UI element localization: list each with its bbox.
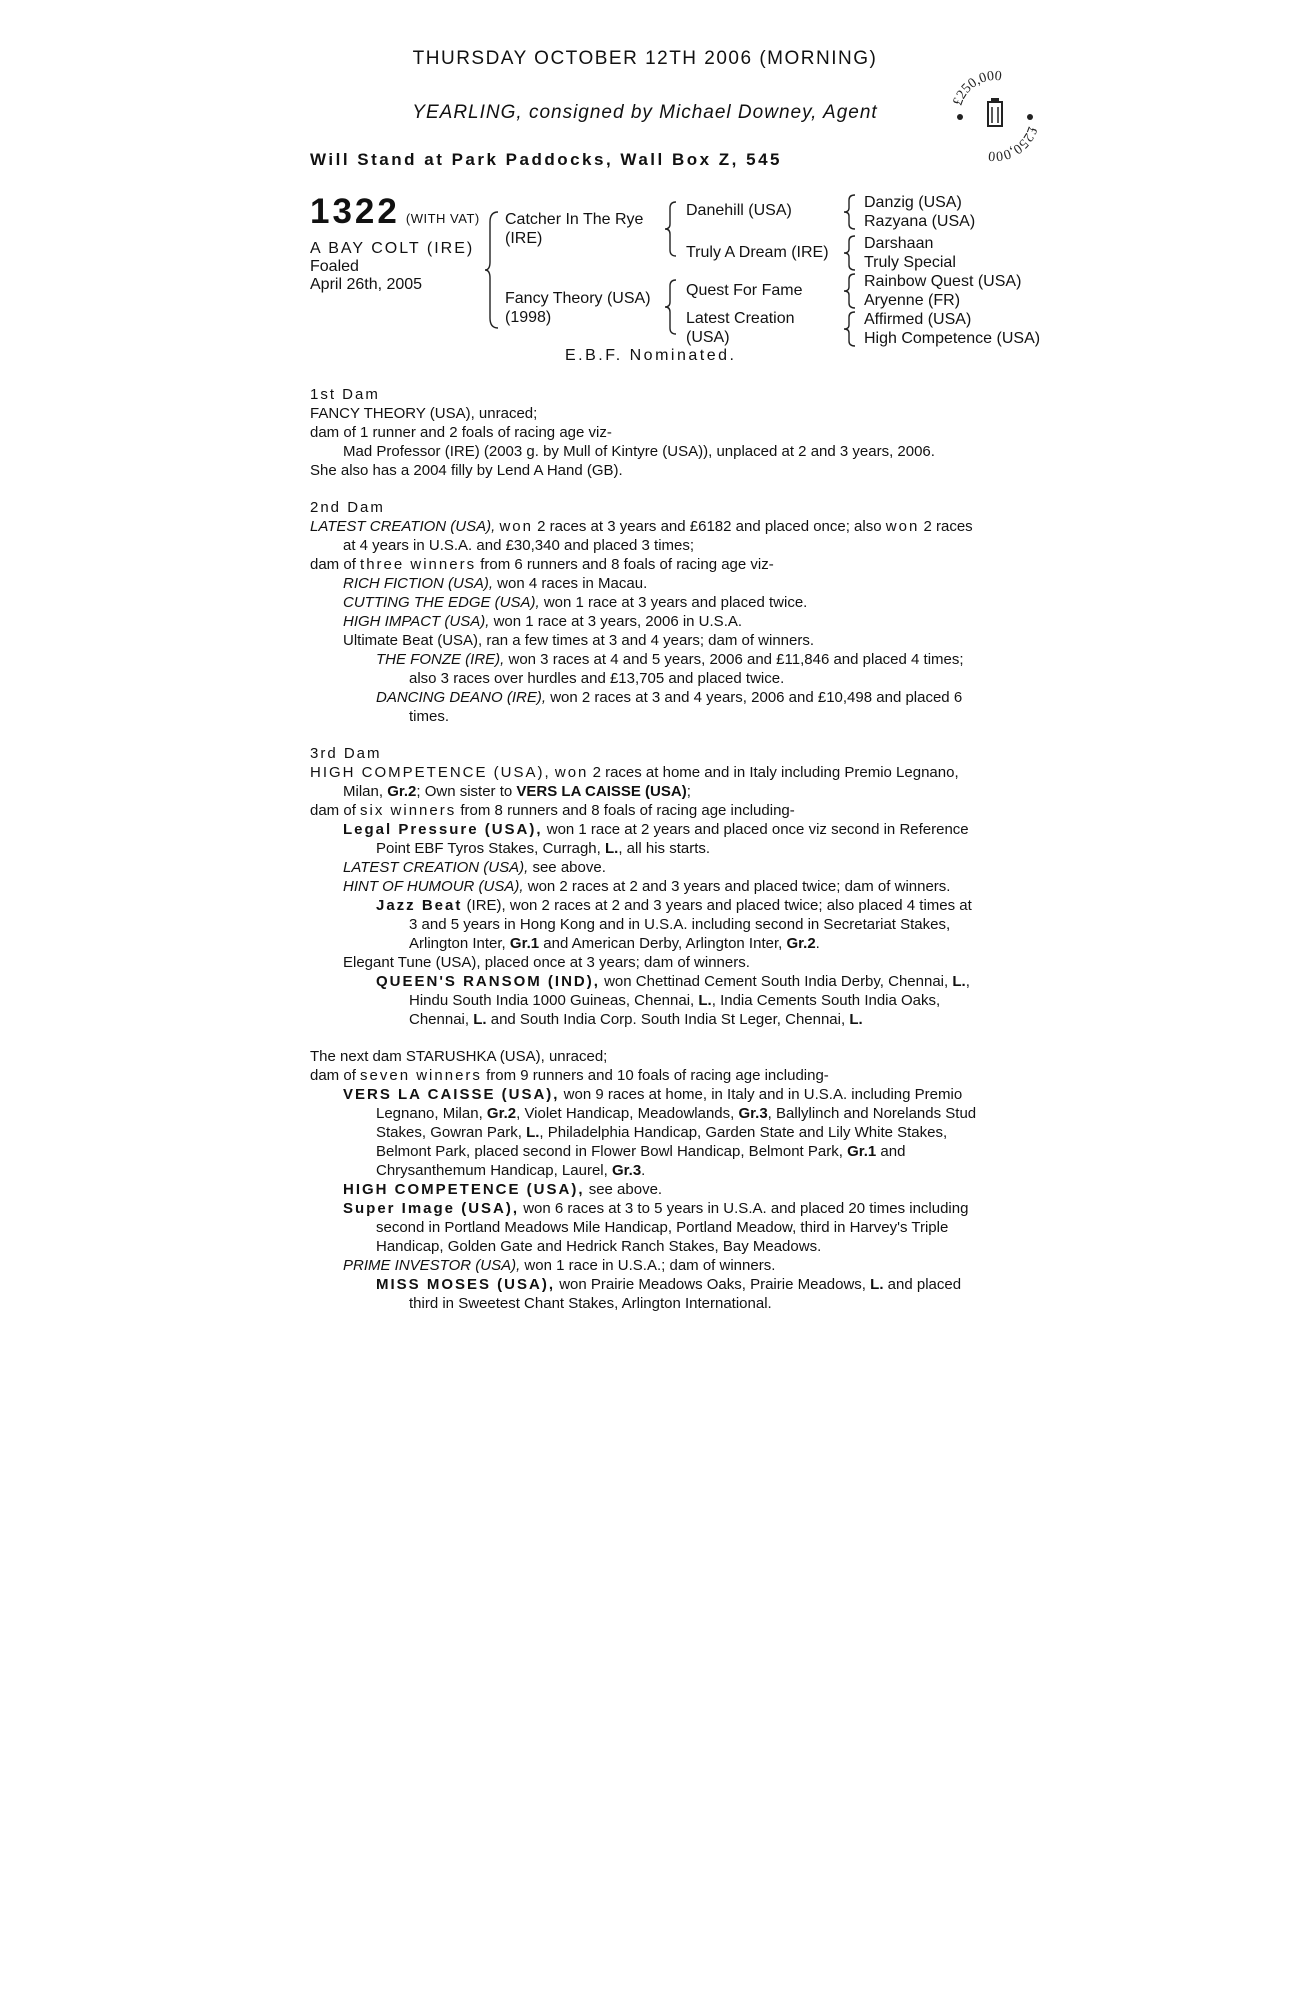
horse-record: won 1 race at 3 years, 2006 in U.S.A. [493, 613, 743, 630]
family-notes [310, 385, 980, 1313]
svg-text:£250,000: £250,000 [950, 68, 1003, 108]
punct: ; [686, 783, 691, 800]
first-dam-other-foal: She also has a 2004 filly by Lend A Hand (GB). [310, 462, 623, 479]
lot-number: 1322 [310, 192, 400, 231]
third-dam-name: HIGH COMPETENCE (USA), [310, 764, 551, 781]
stand-location: Will Stand at Park Paddocks, Wall Box Z, 545 [310, 150, 782, 169]
horse-record: won Chettinad Cement South India Derby, Chennai, [604, 973, 949, 990]
first-dam-produce-line: dam of 1 runner and 2 foals of racing age viz- [310, 424, 612, 441]
winners-count: six winners [360, 802, 457, 819]
horse-record: won 3 races at 4 and 5 years, 2006 and £11,846 and placed 4 times; also 3 races over hurdles and £13,705 and placed twice. [409, 651, 964, 687]
pedigree-dds: Affirmed (USA) [864, 311, 972, 328]
third-dam-line [310, 763, 980, 801]
punct: . [641, 1162, 646, 1179]
dam-dam-line1: Latest Creation [686, 310, 795, 327]
grade-label: Gr.2 [387, 783, 417, 800]
horse-name: DANCING DEANO (IRE), [376, 689, 547, 706]
produce-prefix: dam of [310, 556, 356, 573]
pedigree-brace-dd [843, 310, 857, 348]
horse-record-cont: and Chrysanthemum Handicap, Laurel, [376, 1143, 906, 1179]
horse-record-end: , all his starts. [618, 840, 711, 857]
second-dam-heading: 2nd Dam [310, 499, 385, 516]
dam-name-line1: Fancy Theory (USA) [505, 290, 651, 307]
won-word: won [554, 764, 589, 781]
produce-suffix: from 8 runners and 8 foals of racing age including- [460, 802, 795, 819]
horse-name: Jazz Beat [376, 897, 463, 914]
pedigree-brace-main [484, 210, 500, 330]
grade-label: Gr.1 [509, 935, 540, 952]
progeny-entry [310, 877, 980, 896]
ebf-nominated: E.B.F. Nominated. [565, 347, 737, 364]
horse-record: won 1 race at 3 years and placed twice. [543, 594, 808, 611]
horse-record: see above. [532, 859, 606, 876]
listed-label: L. [849, 1011, 863, 1028]
grand-progeny-entry [310, 1275, 980, 1313]
produce-prefix: dam of [310, 1067, 356, 1084]
dam-name-line2: (1998) [505, 309, 552, 326]
produce-suffix: from 9 runners and 10 foals of racing age including- [486, 1067, 829, 1084]
horse-name: QUEEN'S RANSOM (IND), [376, 973, 600, 990]
pedigree-brace-dam [664, 278, 678, 336]
foaled-date: April 26th, 2005 [310, 276, 423, 293]
horse-name: RICH FICTION (USA), [343, 575, 493, 592]
consignment-line: YEARLING, consigned by Michael Downey, Agent [412, 102, 878, 123]
progeny-entry [310, 1180, 980, 1199]
grand-progeny-entry [310, 650, 980, 688]
first-dam-foal: Mad Professor (IRE) (2003 g. by Mull of Kintyre (USA)), unplaced at 2 and 3 years, 2006. [343, 443, 935, 460]
winners-count: seven winners [360, 1067, 482, 1084]
pedigree-sdd: Truly Special [864, 254, 956, 271]
listed-label: L. [473, 1011, 487, 1028]
won-word: won [499, 518, 533, 535]
price-stamp-seal-icon [950, 65, 1040, 165]
horse-record-cont: , Philadelphia Handicap, Garden State and Lily White Stakes, Belmont Park, placed second in Flower Bowl Handicap, Belmont Park, [376, 1124, 948, 1160]
progeny-entry [310, 1256, 980, 1275]
horse-name: THE FONZE (IRE), [376, 651, 505, 668]
horse-record-end: and placed third in Sweetest Chant Stakes, Arlington International. [409, 1276, 962, 1312]
second-dam-produce-line [310, 555, 980, 574]
horse-record: won 1 race in U.S.A.; dam of winners. [524, 1257, 776, 1274]
horse-record: won 1 race at 2 years and placed once viz second in Reference Point EBF Tyros Stakes, Curragh, [376, 821, 969, 857]
grade-label: Gr.2 [786, 935, 816, 952]
third-dam-record-cont: ; Own sister to [416, 783, 513, 800]
produce-prefix: dam of [310, 802, 356, 819]
progeny-entry: Elegant Tune (USA), placed once at 3 years; dam of winners. [343, 954, 750, 971]
horse-record: see above. [588, 1181, 663, 1198]
horse-record-cont: , Hindu South India 1000 Guineas, Chennai, [409, 973, 970, 1009]
grade-label: Gr.1 [847, 1143, 877, 1160]
listed-label: L. [698, 992, 712, 1009]
pedigree-sire-dam: Truly A Dream (IRE) [686, 244, 829, 261]
sire-name-line2: (IRE) [505, 230, 543, 247]
progeny-entry [310, 820, 980, 858]
grade-label: Gr.3 [738, 1105, 768, 1122]
horse-record: won 6 races at 3 to 5 years in U.S.A. and placed 20 times including second in Portland Meadows Mile Handicap, Portland Meadow, third in Harvey's Triple Handicap, Golden Gate and Hedrick Ranch Stakes, Bay Meadows. [376, 1200, 969, 1255]
sale-date-heading: THURSDAY OCTOBER 12TH 2006 (MORNING) [412, 48, 878, 69]
second-dam-record-usa: 2 races at 4 years in U.S.A. and £30,340 and placed 3 times; [343, 518, 973, 554]
grand-progeny-entry [310, 972, 980, 1029]
pedigree-brace-ss [843, 193, 857, 231]
progeny-entry [310, 612, 980, 631]
horse-record-cont: and American Derby, Arlington Inter, [543, 935, 783, 952]
horse-name: Super Image (USA), [343, 1200, 520, 1217]
progeny-entry [310, 574, 980, 593]
horse-record: won Prairie Meadows Oaks, Prairie Meadows, [559, 1276, 866, 1293]
second-dam-name: LATEST CREATION (USA), [310, 518, 496, 535]
pedigree-ssd: Razyana (USA) [864, 213, 976, 230]
second-dam-line [310, 517, 980, 555]
sister-name: VERS LA CAISSE (USA) [516, 783, 687, 800]
listed-label: L. [870, 1276, 884, 1293]
lot-name: A BAY COLT (IRE) [310, 240, 475, 257]
grand-progeny-entry [310, 688, 980, 726]
grade-label: Gr.3 [611, 1162, 642, 1179]
horse-record-cont: , Ballylinch and Norelands Stud Stakes, Gowran Park, [376, 1105, 977, 1141]
sire-name-line1: Catcher In The Rye [505, 211, 644, 228]
horse-record-cont: , India Cements South India Oaks, Chennai, [409, 992, 941, 1028]
pedigree-sds: Darshaan [864, 235, 934, 252]
horse-name: MISS MOSES (USA), [376, 1276, 556, 1293]
foaled-label: Foaled [310, 258, 359, 275]
first-dam-line: FANCY THEORY (USA), unraced; [310, 405, 538, 422]
won-word: won [885, 518, 920, 535]
pedigree-ddd: High Competence (USA) [864, 330, 1041, 347]
lot-number-line [310, 192, 490, 232]
produce-suffix: from 6 runners and 8 foals of racing age viz- [480, 556, 774, 573]
pedigree-brace-sd [843, 234, 857, 272]
grade-label: Gr.2 [486, 1105, 517, 1122]
winners-count: three winners [360, 556, 477, 573]
horse-name: HINT OF HUMOUR (USA), [343, 878, 524, 895]
horse-name: Legal Pressure (USA), [343, 821, 543, 838]
horse-name: HIGH COMPETENCE (USA), [343, 1181, 585, 1198]
pedigree-brace-sire [664, 200, 678, 258]
lot-vat: (WITH VAT) [405, 211, 480, 227]
dam-dam-line2: (USA) [686, 329, 730, 346]
pedigree-dam-dam [686, 309, 795, 347]
pedigree-sire-sire: Danehill (USA) [686, 202, 792, 219]
next-dam-line: The next dam STARUSHKA (USA), unraced; [310, 1048, 608, 1065]
horse-record: won 2 races at 2 and 3 years and placed twice; dam of winners. [527, 878, 951, 895]
horse-name: HIGH IMPACT (USA), [343, 613, 490, 630]
progeny-entry: Ultimate Beat (USA), ran a few times at 3 and 4 years; dam of winners. [343, 632, 815, 649]
progeny-entry [310, 593, 980, 612]
svg-text:£250,000: £250,000 [987, 124, 1040, 164]
pedigree-dam [505, 289, 651, 327]
progeny-entry [310, 1085, 980, 1180]
lot-block [310, 192, 490, 294]
listed-label: L. [526, 1124, 540, 1141]
horse-name: CUTTING THE EDGE (USA), [343, 594, 540, 611]
next-dam-produce-line [310, 1066, 980, 1085]
horse-record: won 4 races in Macau. [497, 575, 648, 592]
pedigree-dsd: Aryenne (FR) [864, 292, 961, 309]
horse-name: LATEST CREATION (USA), [343, 859, 529, 876]
second-dam-record: 2 races at 3 years and £6182 and placed once; also [537, 518, 882, 535]
punct: . [815, 935, 820, 952]
horse-record-cont: and South India Corp. South India St Leger, Chennai, [490, 1011, 846, 1028]
listed-label: L. [952, 973, 966, 990]
third-dam-produce-line [310, 801, 980, 820]
pedigree-brace-ds [843, 272, 857, 310]
horse-record: (IRE), won 2 races at 2 and 3 years and placed twice; also placed 4 times at 3 and 5 years in Hong Kong and in U.S.A. including second in Secretariat Stakes, Arlington Inter, [409, 897, 972, 952]
third-dam-record: 2 races at home and in Italy including Premio Legnano, Milan, [343, 764, 959, 800]
third-dam-heading: 3rd Dam [310, 745, 382, 762]
grand-progeny-entry [310, 896, 980, 953]
progeny-entry [310, 1199, 980, 1256]
horse-record: won 9 races at home, in Italy and in U.S.A. including Premio Legnano, Milan, [376, 1086, 963, 1122]
horse-name: PRIME INVESTOR (USA), [343, 1257, 521, 1274]
progeny-entry [310, 858, 980, 877]
pedigree-dam-sire: Quest For Fame [686, 282, 803, 299]
pedigree-dss: Rainbow Quest (USA) [864, 273, 1022, 290]
listed-label: L. [605, 840, 619, 857]
horse-name: VERS LA CAISSE (USA), [343, 1086, 560, 1103]
horse-record-cont: , Violet Handicap, Meadowlands, [516, 1105, 735, 1122]
pedigree-sss: Danzig (USA) [864, 194, 962, 211]
pedigree-sire [505, 210, 643, 248]
first-dam-heading: 1st Dam [310, 386, 380, 403]
horse-record: won 2 races at 3 and 4 years, 2006 and £10,498 and placed 6 times. [409, 689, 963, 725]
